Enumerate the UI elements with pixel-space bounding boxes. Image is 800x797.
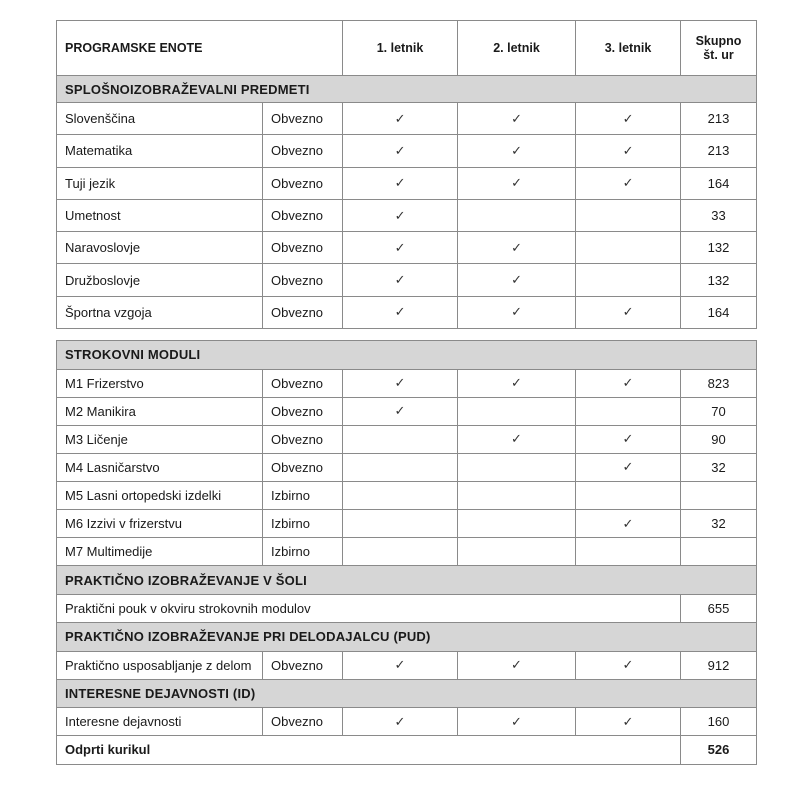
- row-name: Umetnost: [57, 199, 263, 231]
- table-row: [57, 103, 757, 135]
- row-type: Obvezno: [263, 232, 343, 264]
- row-name: M2 Manikira: [57, 397, 263, 425]
- row-type: Obvezno: [263, 425, 343, 453]
- header-year-2: 2. letnik: [458, 21, 576, 76]
- row-year-1-check: ✓: [343, 264, 458, 296]
- row-type: Obvezno: [263, 199, 343, 231]
- row-year-3-check: ✓: [576, 369, 681, 397]
- table-header-row: [57, 21, 757, 76]
- row-year-1-check: [343, 453, 458, 481]
- row-year-2-check: ✓: [458, 296, 576, 328]
- section-title-employer-practice: PRAKTIČNO IZOBRAŽEVANJE PRI DELODAJALCU (PUD): [57, 623, 757, 652]
- table-row: [57, 482, 757, 510]
- row-name: Praktično usposabljanje z delom: [57, 651, 263, 679]
- row-year-1-check: ✓: [343, 232, 458, 264]
- section-title-school-practice: PRAKTIČNO IZOBRAŽEVANJE V ŠOLI: [57, 566, 757, 595]
- row-name: Športna vzgoja: [57, 296, 263, 328]
- row-year-3-check: ✓: [576, 453, 681, 481]
- row-year-2-check: ✓: [458, 167, 576, 199]
- row-year-2-check: [458, 453, 576, 481]
- row-name: M3 Ličenje: [57, 425, 263, 453]
- row-total: 33: [681, 199, 757, 231]
- section-row-school-practice: [57, 566, 757, 595]
- row-year-3-check: ✓: [576, 510, 681, 538]
- row-type: Obvezno: [263, 103, 343, 135]
- row-type: Obvezno: [263, 369, 343, 397]
- table-row: [57, 264, 757, 296]
- row-year-1-check: ✓: [343, 708, 458, 736]
- row-year-3-check: ✓: [576, 425, 681, 453]
- row-name: M7 Multimedije: [57, 538, 263, 566]
- header-total-hours: [681, 21, 757, 76]
- row-year-2-check: ✓: [458, 264, 576, 296]
- table-row: [57, 369, 757, 397]
- row-type: Obvezno: [263, 708, 343, 736]
- section-title-interests: INTERESNE DEJAVNOSTI (ID): [57, 679, 757, 708]
- section-row-modules: [57, 341, 757, 370]
- row-name: M5 Lasni ortopedski izdelki: [57, 482, 263, 510]
- row-name: M1 Frizerstvo: [57, 369, 263, 397]
- row-year-2-check: ✓: [458, 103, 576, 135]
- table-row: [57, 199, 757, 231]
- row-year-3-check: [576, 264, 681, 296]
- row-year-1-check: ✓: [343, 397, 458, 425]
- row-name: Družboslovje: [57, 264, 263, 296]
- row-type: Izbirno: [263, 510, 343, 538]
- row-year-3-check: [576, 397, 681, 425]
- row-total: 912: [681, 651, 757, 679]
- table-row: [57, 167, 757, 199]
- header-year-1: 1. letnik: [343, 21, 458, 76]
- school-practice-label: Praktični pouk v okviru strokovnih modulov: [57, 594, 681, 622]
- open-curriculum-label: Odprti kurikul: [57, 736, 681, 764]
- row-total: 132: [681, 232, 757, 264]
- row-year-3-check: [576, 199, 681, 231]
- row-name: Slovenščina: [57, 103, 263, 135]
- row-year-3-check: ✓: [576, 167, 681, 199]
- row-year-3-check: [576, 232, 681, 264]
- table-row-school-practice: [57, 594, 757, 622]
- section-row-general: [57, 76, 757, 103]
- section-row-interests: [57, 679, 757, 708]
- table-row-open-curriculum: [57, 736, 757, 764]
- row-year-1-check: [343, 510, 458, 538]
- row-year-1-check: [343, 482, 458, 510]
- row-total: [681, 538, 757, 566]
- section-title-modules: STROKOVNI MODULI: [57, 341, 757, 370]
- row-year-1-check: ✓: [343, 103, 458, 135]
- row-type: Obvezno: [263, 167, 343, 199]
- row-type: Obvezno: [263, 264, 343, 296]
- general-rows: [57, 103, 757, 329]
- row-type: Obvezno: [263, 651, 343, 679]
- row-year-1-check: [343, 538, 458, 566]
- school-practice-total: 655: [681, 594, 757, 622]
- section-row-employer-practice: [57, 623, 757, 652]
- row-year-2-check: ✓: [458, 651, 576, 679]
- row-year-1-check: ✓: [343, 369, 458, 397]
- row-year-3-check: ✓: [576, 135, 681, 167]
- row-year-2-check: [458, 510, 576, 538]
- row-year-3-check: ✓: [576, 708, 681, 736]
- table-row: [57, 425, 757, 453]
- row-total: [681, 482, 757, 510]
- table-row: [57, 397, 757, 425]
- row-type: Obvezno: [263, 296, 343, 328]
- header-year-3: 3. letnik: [576, 21, 681, 76]
- curriculum-table-general: [56, 20, 757, 329]
- row-type: Obvezno: [263, 397, 343, 425]
- table-row: [57, 453, 757, 481]
- open-curriculum-total: 526: [681, 736, 757, 764]
- table-row: [57, 510, 757, 538]
- row-year-2-check: [458, 538, 576, 566]
- row-year-2-check: [458, 199, 576, 231]
- row-name: M6 Izzivi v frizerstvu: [57, 510, 263, 538]
- curriculum-table-modules: [56, 340, 757, 765]
- row-year-2-check: ✓: [458, 135, 576, 167]
- row-total: 823: [681, 369, 757, 397]
- table-row: [57, 538, 757, 566]
- row-total: 213: [681, 103, 757, 135]
- row-name: Matematika: [57, 135, 263, 167]
- row-total: 32: [681, 510, 757, 538]
- row-type: Obvezno: [263, 453, 343, 481]
- row-year-2-check: [458, 397, 576, 425]
- header-programme-units: PROGRAMSKE ENOTE: [57, 21, 343, 76]
- row-name: Tuji jezik: [57, 167, 263, 199]
- row-year-2-check: [458, 482, 576, 510]
- row-name: Interesne dejavnosti: [57, 708, 263, 736]
- row-total: 32: [681, 453, 757, 481]
- row-total: 70: [681, 397, 757, 425]
- row-year-2-check: ✓: [458, 369, 576, 397]
- table-row: [57, 232, 757, 264]
- row-year-3-check: ✓: [576, 651, 681, 679]
- row-total: 164: [681, 296, 757, 328]
- module-rows: [57, 369, 757, 566]
- row-type: Obvezno: [263, 135, 343, 167]
- header-total-line2: št. ur: [703, 48, 734, 62]
- header-total-line1: Skupno: [695, 34, 742, 48]
- table-row-interests: [57, 708, 757, 736]
- table-row-employer-practice: [57, 651, 757, 679]
- row-total: 164: [681, 167, 757, 199]
- row-year-2-check: ✓: [458, 425, 576, 453]
- row-total: 132: [681, 264, 757, 296]
- table-row: [57, 296, 757, 328]
- row-type: Izbirno: [263, 538, 343, 566]
- row-year-2-check: ✓: [458, 708, 576, 736]
- section-title-general: SPLOŠNOIZOBRAŽEVALNI PREDMETI: [57, 76, 757, 103]
- row-type: Izbirno: [263, 482, 343, 510]
- row-year-1-check: ✓: [343, 296, 458, 328]
- row-year-1-check: [343, 425, 458, 453]
- row-total: 160: [681, 708, 757, 736]
- row-year-3-check: [576, 482, 681, 510]
- row-year-2-check: ✓: [458, 232, 576, 264]
- row-total: 213: [681, 135, 757, 167]
- table-row: [57, 135, 757, 167]
- row-year-3-check: [576, 538, 681, 566]
- row-year-1-check: ✓: [343, 135, 458, 167]
- row-name: M4 Lasničarstvo: [57, 453, 263, 481]
- row-year-1-check: ✓: [343, 167, 458, 199]
- row-year-3-check: ✓: [576, 296, 681, 328]
- row-year-1-check: ✓: [343, 651, 458, 679]
- row-year-1-check: ✓: [343, 199, 458, 231]
- row-total: 90: [681, 425, 757, 453]
- row-year-3-check: ✓: [576, 103, 681, 135]
- row-name: Naravoslovje: [57, 232, 263, 264]
